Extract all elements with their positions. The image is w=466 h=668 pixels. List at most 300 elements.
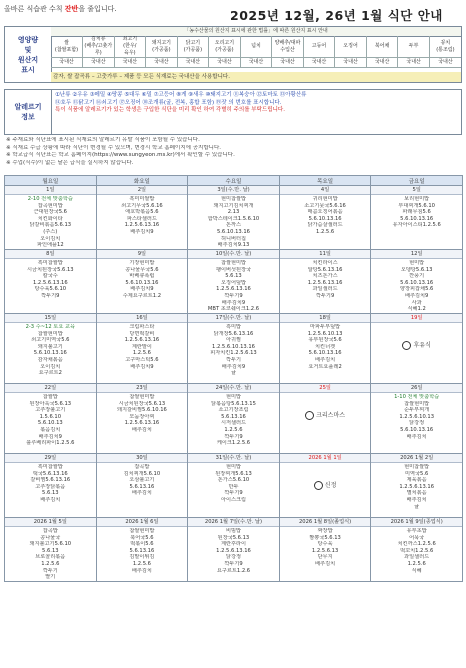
meal-item: 치킨화이타	[37, 215, 63, 222]
meal-item: 5.6.13	[42, 547, 59, 554]
meal-item: 오이김치	[40, 363, 61, 370]
meal-item: 배추김치9	[221, 299, 246, 306]
meal-item: 허니버터칩	[220, 235, 247, 242]
origin-value: 국내산	[272, 58, 304, 68]
meal-item: 순두부찌개	[404, 407, 430, 414]
meal-calendar	[4, 175, 463, 582]
meal-item: 오뎅탕5.6.13	[400, 266, 433, 273]
meal-item: 배추김치9	[404, 292, 429, 299]
weekday-header: 금요일	[371, 176, 463, 186]
day-date: 2026 1월 8일(졸업식)	[280, 518, 371, 527]
origin-value: 국내산	[335, 58, 367, 68]
day-date: 8일	[5, 250, 96, 259]
weekday-header: 월요일	[5, 176, 97, 186]
origin-value: 국내산	[83, 58, 115, 68]
meal-item: 5.6.10.13.16	[400, 279, 434, 286]
meal-list	[5, 527, 96, 581]
meal-item: 김말이튀김	[129, 554, 155, 561]
meal-item: 탕수육5.6.10	[34, 286, 67, 293]
meal-item: 찹쌀현미밥	[404, 400, 430, 407]
meal-item: 비빔밥	[225, 528, 241, 534]
meal-item: 부대찌개5.6.10	[398, 202, 435, 209]
meal-item: 미역국5.6	[405, 470, 429, 477]
meal-item: 배추김치	[315, 356, 336, 363]
meal-list	[280, 527, 371, 568]
meal-item: 보리현미밥	[404, 196, 430, 202]
meal-list	[188, 393, 279, 447]
meal-item: 배추김치9.13	[217, 242, 250, 249]
meal-item: 닭강정	[225, 554, 241, 561]
day-cell	[5, 186, 97, 250]
meal-item: 치킨까스1.2.5.6	[397, 541, 436, 548]
day-cell	[5, 518, 97, 582]
meal-item: 떡볶이5.6	[130, 541, 154, 548]
meal-item: 닭강정	[409, 420, 425, 427]
day-date: 3일(수.만. 날)	[188, 186, 279, 195]
day-date: 17일(수.만. 날)	[188, 314, 279, 323]
meal-item: 오삼불고기	[129, 477, 155, 484]
meal-item: 5.6.13.16	[129, 547, 155, 554]
week-row	[5, 384, 463, 454]
origin-value: 국내산	[429, 58, 461, 68]
origin-item: 꽁치 (통조림)	[429, 36, 461, 58]
meal-item: 닭가슴살샐러드	[307, 222, 343, 229]
meal-item: 피자치킨1.2.5.6.13	[210, 350, 257, 357]
meal-item: 고추장닭볶음	[35, 483, 66, 490]
meal-item: 바베큐폭립	[129, 273, 155, 280]
meal-item: 탕수육	[317, 541, 333, 548]
meal-item: 깐풍기	[409, 273, 425, 280]
meal-item: 요거트요플레2	[308, 363, 342, 370]
meal-item: 1.2.5.6.13.16	[307, 279, 343, 286]
meal-item: 사과	[411, 299, 422, 306]
day-date: 9일	[97, 250, 188, 259]
meal-item: 깍두기9	[41, 292, 60, 299]
meal-item: 깍두기9	[224, 490, 243, 497]
day-cell	[371, 250, 463, 314]
meal-item: 1-10 전체 맞춤학습	[394, 394, 440, 400]
meal-item: 배추김치	[131, 490, 152, 497]
meal-list	[188, 195, 279, 249]
meal-item: 쇠고기무국5.6.16	[121, 202, 163, 209]
week-row	[5, 518, 463, 582]
day-date: 2026 1월 1일	[280, 454, 371, 463]
meal-item: 깍두기9	[224, 433, 243, 440]
day-date: 25일	[280, 384, 371, 393]
day-date: 15일	[5, 314, 96, 323]
meal-item: 당면떡갈비	[129, 330, 155, 337]
day-cell	[279, 314, 371, 384]
meal-item: 2-10 전체 맞춤학습	[27, 196, 73, 202]
origin-value: 국내산	[303, 58, 335, 68]
day-cell	[188, 454, 280, 518]
meal-item: 5.6.13.16	[129, 483, 155, 490]
meal-item: 찹쌀현미밥	[37, 330, 63, 337]
meal-item: 유부된장국5.6	[308, 337, 342, 344]
day-cell	[371, 186, 463, 250]
day-date: 2026 1월 2일	[371, 454, 462, 463]
meal-item: 유부초밥	[406, 528, 427, 534]
meal-item: 1.2.5.6.13.16	[124, 337, 160, 344]
day-date: 26일	[371, 384, 462, 393]
meal-item: 근대된장국5.6	[33, 209, 67, 216]
meal-list	[97, 463, 188, 497]
meal-item: 2-3 수~12 토요 교육	[25, 324, 76, 330]
origin-item: 쇠고기 (한우/ 육우)	[114, 36, 146, 58]
meal-item: 잡곡밥	[134, 464, 150, 470]
notes	[6, 137, 462, 167]
meal-item: 요구르트2	[38, 370, 62, 377]
meal-list	[5, 259, 96, 300]
origin-section	[4, 26, 462, 83]
meal-item: 깍두기9	[224, 292, 243, 299]
day-date: 1일	[5, 186, 96, 195]
meal-item: MBT 초코쉐이크1.2.6	[207, 306, 260, 313]
meal-item: 5.6.13.16	[221, 413, 246, 420]
meal-item: 매콤오징어볶음	[307, 209, 343, 216]
meal-item: 북어국5.6	[130, 534, 154, 541]
meal-item: 1.2.5.6.13.16	[124, 420, 160, 427]
meal-item: 배추김치9	[130, 286, 154, 293]
day-cell	[96, 454, 188, 518]
meal-item: 찹쌀현미밥	[129, 528, 155, 534]
meal-item: 5.6.10.13.16	[216, 228, 250, 235]
meal-item: 1.2.5.6.10.13.16	[212, 343, 255, 350]
meal-item: 배추김치	[40, 496, 61, 503]
meal-item: 1.2.5.6.13.16	[216, 286, 251, 293]
day-date: 24일(수.만. 날)	[188, 384, 279, 393]
meal-list	[188, 463, 279, 504]
meal-item: 돼지불고기5.6.10	[29, 541, 72, 548]
origin-item: 쌀 (찹쌀포함)	[51, 36, 83, 58]
meal-item: 5.6.10.13	[37, 420, 63, 427]
meal-item: 1.2.5.6	[224, 426, 243, 433]
day-cell	[5, 384, 97, 454]
meal-item: 마파두부덮밥	[310, 324, 341, 330]
meal-item: 시금치된장국5.6.13	[118, 400, 166, 407]
day-date: 29일	[5, 454, 96, 463]
meal-item: 5.6.10.13.16	[125, 279, 159, 286]
day-date: 19일	[371, 314, 462, 323]
meal-item: 치즈돈가스	[312, 273, 338, 280]
meal-item: 블루베리파이1.2.5.6	[26, 440, 75, 447]
meal-item: 1.2.5.6	[132, 350, 151, 357]
meal-list	[280, 323, 371, 370]
weekday-header: 목요일	[279, 176, 371, 186]
slogan: 올바른 식습관 수칙 잔반을 줄입니다.	[4, 5, 117, 13]
meal-item: 오이김치	[40, 235, 61, 242]
meal-list	[5, 195, 96, 249]
meal-item: 깍두기	[225, 356, 241, 363]
allergy-line: ①난류 ②우유 ③메밀 ④땅콩 ⑤대두 ⑥밀 ⑦고등어 ⑧게 ⑨새우 ⑩돼지고기 ⑪복숭아 ⑫토마토 ⑬아황산류	[55, 92, 307, 98]
day-cell	[96, 384, 188, 454]
meal-item: 닭볶음탕5.6.13.15	[211, 400, 256, 407]
meal-item: 된장찌개5.6.13	[215, 470, 252, 477]
origin-value: 국내산	[51, 58, 83, 68]
meal-item: 닭갈비볶음5.6.13	[29, 222, 72, 229]
meal-item: 배추김치	[406, 433, 427, 440]
meal-item: 현미찹쌀밥	[220, 196, 247, 202]
meal-item: 아이스크림	[220, 496, 247, 503]
origin-table	[51, 36, 461, 68]
day-date: 23일	[97, 384, 188, 393]
meal-item: 1.2.5.6	[316, 228, 335, 235]
meal-item: 케이크1.2.5.6	[216, 440, 251, 447]
meal-list	[371, 259, 462, 313]
meal-item: 찹쌀현미밥	[129, 394, 155, 400]
meal-item: 계란후라이	[220, 541, 247, 548]
origin-item: 김치류 (배추/고춧가루)	[84, 36, 113, 56]
meal-item: 1.2.5.6.13.16	[32, 279, 68, 286]
origin-label: 영양량 및 원산지 표시	[5, 27, 52, 82]
day-cell	[5, 314, 97, 384]
meal-item: 돼지고기김치찌개	[213, 202, 254, 209]
day-date: 16일	[97, 314, 188, 323]
meal-list	[97, 259, 188, 300]
meal-item: 짜장밥	[317, 528, 333, 534]
meal-item: 식혜	[411, 567, 422, 574]
day-cell	[279, 186, 371, 250]
meal-item: 단무지	[317, 554, 333, 561]
meal-item: 파래무침5.6	[402, 209, 431, 216]
origin-value: 국내산	[177, 58, 209, 68]
meal-item: 제육볶음	[406, 477, 427, 484]
allergy-line: ⑭호두 ⑮닭고기 ⑯쇠고기 ⑰오징어 ⑱조개류(굴, 전복, 홍합 포함) ⑲잣 의 번호를 표시합니다.	[55, 99, 282, 106]
day-cell	[188, 518, 280, 582]
meal-item: 귤	[230, 370, 236, 377]
meal-item: 귀리현미밥	[312, 196, 338, 202]
holiday-label: 후유식	[371, 323, 462, 350]
meal-item: 갈비찜5.6.13.16	[30, 477, 71, 484]
meal-item: 1.5.6.10	[39, 413, 62, 420]
meal-list	[97, 195, 188, 236]
meal-item: 크림파스타	[129, 324, 155, 330]
meal-item: 잡곡밥	[42, 528, 58, 534]
note-line: ※ 식재료 수급 상황에 따라 식단이 변경될 수 있으며, 변경시 학교 홈페이지에 공지합니다.	[6, 144, 222, 151]
meal-list	[5, 393, 96, 447]
meal-item: 만두	[228, 483, 239, 490]
meal-item: 찹쌀밥	[42, 394, 58, 400]
origin-item: 두부	[398, 36, 430, 58]
origin-item: 북어채	[366, 36, 398, 58]
day-cell	[371, 384, 463, 454]
meal-item: 1.2.5.6	[407, 560, 426, 567]
meal-item: 브로콜리볶음	[35, 554, 66, 561]
day-cell	[279, 250, 371, 314]
week-row	[5, 186, 463, 250]
origin-item: 넙치	[240, 36, 272, 58]
day-date: 18일	[280, 314, 371, 323]
meal-list	[97, 527, 188, 574]
meal-item: (주스)	[43, 228, 58, 235]
meal-item: 함박스테이크1.5.6.10	[207, 215, 260, 222]
note-line: ※ 주재료와 식단표에 표시된 식재료의 알레르기 유발 식품이 포함될 수 있습니다.	[6, 137, 200, 143]
meal-item: 1.2.5.6	[132, 560, 151, 567]
meal-item: 파인애플12	[36, 242, 64, 249]
meal-item: 배추김치	[131, 426, 152, 433]
origin-value: 국내산	[366, 58, 398, 68]
meal-item: 5.6.10.13.16	[400, 426, 434, 433]
origin-item: 고등어	[303, 36, 335, 58]
day-cell	[371, 314, 463, 384]
circle-icon	[305, 411, 314, 420]
day-cell	[96, 518, 188, 582]
meal-item: 5.6.10.13.16	[400, 215, 434, 222]
allergy-section	[4, 89, 462, 135]
meal-item: 딸기	[45, 574, 56, 581]
meal-item: 계란말이	[131, 343, 152, 350]
weekday-header: 수요일	[188, 176, 280, 186]
origin-header: 「농수산물의 원산지 표시에 관한 법률」에 따른 원산지 표시 안내	[51, 27, 461, 37]
holiday-label: 크리스마스	[280, 393, 371, 420]
meal-item: 1.2.5.6.10.13	[399, 413, 434, 420]
meal-item: 5.6.13	[42, 490, 59, 497]
meal-item: 5.6.10.13.16	[33, 350, 67, 357]
meal-item: 1.2.5.6.13	[311, 547, 339, 554]
meal-item: 배추김치	[131, 567, 152, 574]
meal-item: 멸치볶음	[406, 490, 427, 497]
meal-item: 고구마스틱5.6	[125, 356, 159, 363]
day-date: 2일	[97, 186, 188, 195]
day-date: 12일	[371, 250, 462, 259]
meal-item: 흑미미쌀밥	[129, 196, 155, 202]
circle-icon	[402, 341, 411, 350]
meal-item: 볶음김치	[40, 426, 61, 433]
meal-item: 5.6.10.13.16	[308, 350, 342, 357]
meal-item: 소고기장조림	[218, 407, 249, 414]
meal-item: 유자아이스티1.2.5.6	[392, 222, 441, 229]
meal-item: 돼지갈비찜5.6.10.16	[116, 407, 167, 414]
meal-item: 식혜1.2	[407, 306, 426, 313]
meal-list	[371, 393, 462, 440]
day-cell	[96, 250, 188, 314]
week-row	[5, 314, 463, 384]
meal-item: 치킨너겟	[315, 343, 336, 350]
day-cell	[371, 454, 463, 518]
circle-icon	[314, 481, 323, 490]
meal-item: 된장아욱국5.6.13	[29, 400, 72, 407]
day-cell	[188, 384, 280, 454]
meal-item: 짬뽕국5.6.13	[309, 534, 341, 541]
meal-item: 돼지불고기	[37, 343, 63, 350]
meal-list	[188, 323, 279, 377]
meal-item: 김치찌개5.6.10	[123, 470, 161, 477]
meal-item: 요구르트1.2.6	[216, 567, 251, 574]
day-date: 10일(수.만. 날)	[188, 250, 279, 259]
day-cell	[188, 250, 280, 314]
meal-item: 1.2.5.6.13.16	[216, 547, 251, 554]
meal-list	[280, 259, 371, 300]
meal-item: 찹쌀현미밥	[220, 260, 247, 266]
meal-item: 5.6.10.13.16	[308, 215, 342, 222]
meal-item: 배추김치9	[130, 363, 154, 370]
meal-item: 알탕5.6.13.16	[307, 266, 343, 273]
meal-item: 흑미찹쌀밥	[37, 260, 63, 266]
allergy-label: 알레르기 정보	[5, 90, 52, 134]
origin-value: 국내산	[146, 58, 178, 68]
day-date: 2026 1월 7일(수.만. 날)	[188, 518, 279, 527]
meal-item: 1.2.5.6.13.16	[124, 222, 160, 229]
weekday-header: 화요일	[96, 176, 188, 186]
meal-item: 1.2.5.6.13.16	[399, 483, 434, 490]
day-date: 30일	[97, 454, 188, 463]
meal-item: 배추김치	[315, 560, 336, 567]
day-date: 5일	[371, 186, 462, 195]
meal-item: 떡국5.6.13.16	[32, 470, 68, 477]
meal-item: 배추김치9	[221, 363, 246, 370]
meal-item: 2.13	[227, 209, 240, 216]
origin-item: 오리고기 (가공품)	[209, 36, 241, 58]
origin-value: 국내산	[114, 58, 146, 68]
meal-item: 쇠고기미역국5.6	[31, 337, 70, 344]
meal-item: 배추김치	[406, 496, 427, 503]
meal-item: 오징어덮밥	[220, 279, 247, 286]
origin-item: 닭고기 (가공품)	[177, 36, 209, 58]
meal-item: 5.6.13	[225, 273, 242, 280]
meal-item: 어묵국	[409, 534, 425, 541]
meal-list	[97, 323, 188, 370]
meal-item: 배추김치9	[38, 433, 62, 440]
meal-item: 잡곡현미밥	[37, 202, 63, 209]
allergy-warning: 특이 식품에 알레르기가 있는 학생은 구입한 식단을 미리 확인 하여 각별히 주의를 부탁드립니다.	[55, 107, 285, 113]
meal-item: 1.2.5.6.10.13	[307, 330, 343, 337]
meal-list	[371, 195, 462, 229]
day-cell	[96, 186, 188, 250]
meal-item: 깍두기	[42, 567, 58, 574]
note-line: ※ 수업(식수)이 없는 날은 급식을 실시하지 않습니다.	[6, 159, 134, 166]
meal-item: 시금치된장국5.6.13	[27, 266, 74, 273]
day-cell	[188, 186, 280, 250]
day-date: 11일	[280, 250, 371, 259]
origin-value: 국내산	[209, 58, 241, 68]
meal-item: 돈가스5.6.10	[217, 477, 250, 484]
meal-item: 파스타샐러드	[126, 215, 157, 222]
day-cell	[279, 518, 371, 582]
meal-item: 팽이버섯된장국	[215, 266, 252, 273]
meal-item: 현미밥	[225, 464, 241, 470]
origin-item: 오징어	[335, 36, 367, 58]
day-date: 2026 1월 9일(종업식)	[371, 518, 462, 527]
meal-item: 치킨라이스	[312, 260, 338, 266]
meal-item: 아귀찜	[225, 337, 241, 344]
day-cell	[371, 518, 463, 582]
allergy-body	[55, 92, 460, 115]
meal-item: 모둠장아찌	[129, 413, 155, 420]
meal-list	[371, 527, 462, 574]
holiday-label: 신정	[280, 463, 371, 490]
meal-item: 돈까스	[225, 222, 241, 229]
week-row	[5, 454, 463, 518]
day-date: 31일(수.만. 날)	[188, 454, 279, 463]
week-row	[5, 250, 463, 314]
meal-item: 콩나물무국5.6	[125, 266, 159, 273]
day-cell	[96, 314, 188, 384]
origin-value: 국내산	[398, 58, 430, 68]
day-cell	[279, 454, 371, 518]
day-cell	[188, 314, 280, 384]
meal-list	[280, 195, 371, 236]
meal-list	[188, 259, 279, 313]
meal-item: 시저샐러드	[220, 420, 247, 427]
meal-item: 된장국5.6.13	[217, 534, 250, 541]
meal-item: 깍두기9	[315, 292, 335, 299]
meal-item: 수제요구르트1.2	[122, 292, 162, 299]
meal-list	[5, 463, 96, 504]
origin-item: 양배추/대파 수입산	[272, 36, 304, 58]
meal-item: 애호박볶음5.6	[125, 209, 159, 216]
meal-item: 흑미찹쌀밥	[37, 464, 63, 470]
meal-item: 현미밥	[409, 260, 425, 266]
